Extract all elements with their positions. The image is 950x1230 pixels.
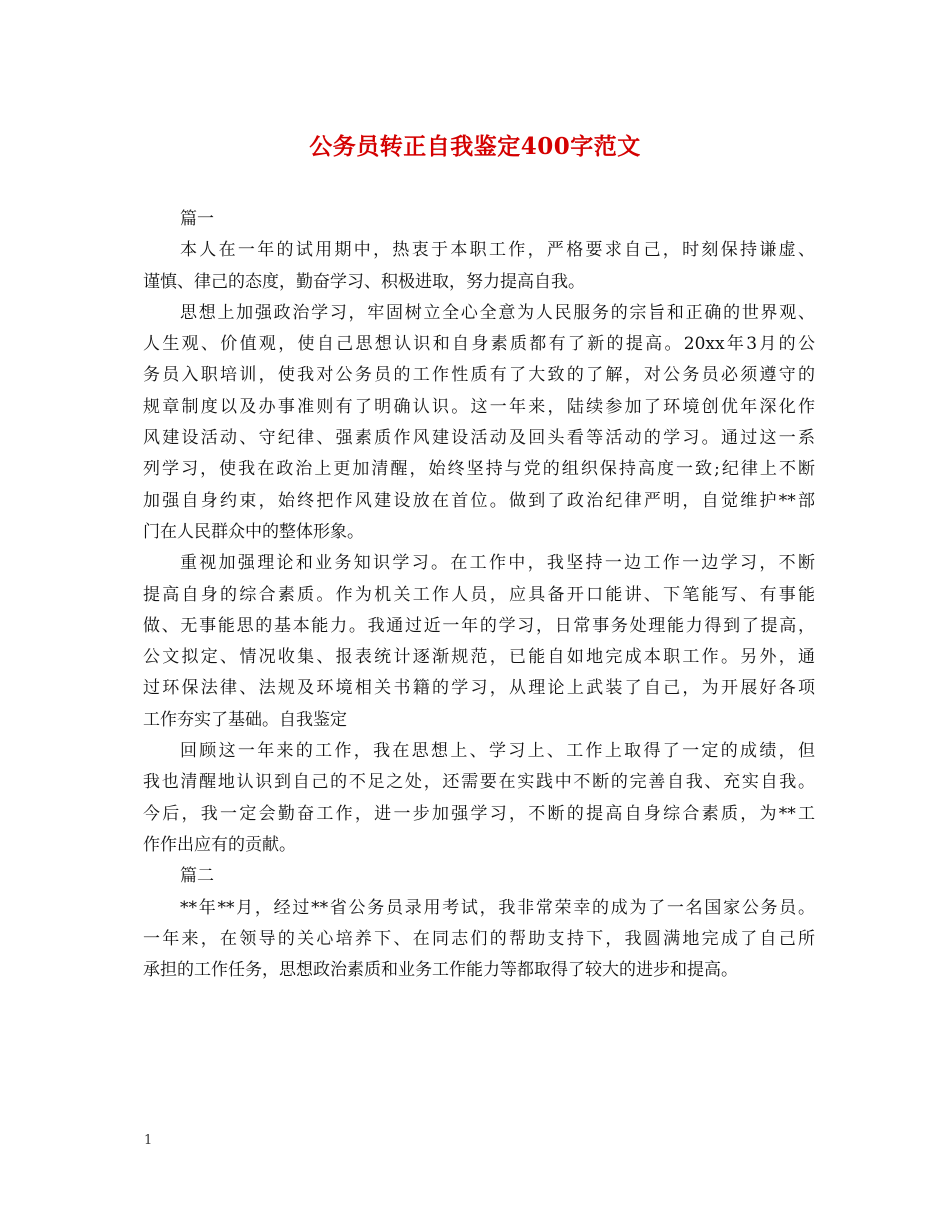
text-line: 公文拟定、情况收集、报表统计逐渐规范，已能自如地完成本职工作。另外，通 bbox=[143, 647, 815, 668]
text-line: 思想上加强政治学习，牢固树立全心全意为人民服务的宗旨和正确的世界观、 bbox=[180, 302, 815, 323]
document-title: 公务员转正自我鉴定400字范文 bbox=[309, 133, 641, 160]
text-line: 本人在一年的试用期中，热衷于本职工作，严格要求自己，时刻保持谦虚、 bbox=[180, 240, 815, 261]
text-line: 今后，我一定会勤奋工作，进一步加强学习，不断的提高自身综合素质，为**工 bbox=[143, 803, 815, 824]
text-line: 承担的工作任务，思想政治素质和业务工作能力等都取得了较大的进步和提高。 bbox=[143, 960, 738, 981]
text-line: 我也清醒地认识到自己的不足之处，还需要在实践中不断的完善自我、充实自我。 bbox=[143, 772, 815, 793]
text-line: 谨慎、律己的态度，勤奋学习、积极进取，努力提高自我。 bbox=[143, 271, 585, 292]
text-line: 重视加强理论和业务知识学习。在工作中，我坚持一边工作一边学习，不断 bbox=[180, 553, 815, 574]
paragraph bbox=[143, 736, 815, 861]
text-line: 务员入职培训，使我对公务员的工作性质有了大致的了解，对公务员必须遵守的 bbox=[143, 365, 815, 386]
text-line: 人生观、价值观，使自己思想认识和自身素质都有了新的提高。20xx年3月的公 bbox=[143, 334, 815, 355]
text-line: 回顾这一年来的工作，我在思想上、学习上、工作上取得了一定的成绩，但 bbox=[180, 741, 815, 762]
paragraph bbox=[143, 235, 815, 298]
text-line: 门在人民群众中的整体形象。 bbox=[143, 521, 364, 542]
text-line: 工作夯实了基础。自我鉴定 bbox=[143, 709, 347, 730]
text-line: 过环保法律、法规及环境相关书籍的学习，从理论上武装了自己，为开展好各项 bbox=[143, 678, 815, 699]
page-number: 1 bbox=[144, 1133, 153, 1148]
text-line: 风建设活动、守纪律、强素质作风建设活动及回头看等活动的学习。通过这一系 bbox=[143, 428, 815, 449]
text-line: **年**月，经过**省公务员录用考试，我非常荣幸的成为了一名国家公务员。 bbox=[180, 897, 815, 918]
document-body bbox=[143, 204, 815, 986]
text-line: 规章制度以及办事准则有了明确认识。这一年来，陆续参加了环境创优年深化作 bbox=[143, 396, 815, 417]
text-line: 列学习，使我在政治上更加清醒，始终坚持与党的组织保持高度一致;纪律上不断 bbox=[143, 459, 815, 480]
text-line: 加强自身约束，始终把作风建设放在首位。做到了政治纪律严明，自觉维护**部 bbox=[143, 490, 815, 511]
paragraph bbox=[143, 298, 815, 548]
text-line: 作作出应有的贡献。 bbox=[143, 834, 296, 855]
text-line: 一年来，在领导的关心培养下、在同志们的帮助支持下，我圆满地完成了自己所 bbox=[143, 928, 815, 949]
section-label-1: 篇一 bbox=[180, 209, 214, 229]
text-line: 提高自身的综合素质。作为机关工作人员，应具备开口能讲、下笔能写、有事能 bbox=[143, 584, 815, 605]
paragraph bbox=[143, 893, 815, 987]
section-label-2: 篇二 bbox=[180, 866, 214, 887]
text-line: 做、无事能思的基本能力。我通过近一年的学习，日常事务处理能力得到了提高， bbox=[143, 615, 815, 636]
paragraph bbox=[143, 548, 815, 736]
